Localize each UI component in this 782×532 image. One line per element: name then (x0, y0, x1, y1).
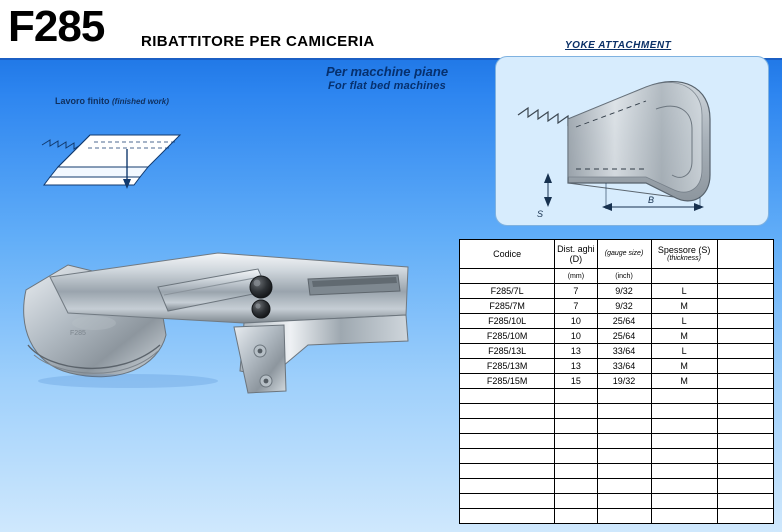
subheader-blank (460, 269, 555, 284)
cell-gauge-mm: 13 (555, 344, 597, 359)
finished-work-label-en: (finished work) (112, 97, 169, 106)
subheader-mm: (mm) (555, 269, 597, 284)
cell-thickness: L (651, 314, 717, 329)
cell-extra (717, 299, 773, 314)
finished-work-diagram (30, 105, 230, 200)
subheader-extra-blank (717, 269, 773, 284)
cell-empty (651, 449, 717, 464)
cell-empty (597, 419, 651, 434)
cell-gauge-mm: 7 (555, 284, 597, 299)
cell-empty (651, 464, 717, 479)
spec-table-body (460, 284, 774, 524)
cell-extra (717, 329, 773, 344)
table-row-empty (460, 389, 774, 404)
header-distance (555, 240, 597, 269)
cell-empty (460, 404, 555, 419)
header-thickness-main: Spessore (S) (657, 245, 711, 255)
cell-gauge-mm: 10 (555, 314, 597, 329)
table-row (460, 314, 774, 329)
header-distance-sub: (gauge size) (604, 250, 644, 257)
cell-extra (717, 359, 773, 374)
cell-extra (717, 374, 773, 389)
cell-empty (651, 494, 717, 509)
cell-empty (597, 434, 651, 449)
cell-thickness: M (651, 374, 717, 389)
header-extra (717, 240, 773, 269)
cell-empty (597, 494, 651, 509)
cell-code: F285/7M (460, 299, 555, 314)
cell-empty (717, 464, 773, 479)
yoke-attachment-title: YOKE ATTACHMENT (565, 40, 672, 51)
table-row-empty (460, 464, 774, 479)
cell-empty (717, 404, 773, 419)
cell-empty (555, 419, 597, 434)
cell-empty (597, 464, 651, 479)
cell-thickness: L (651, 284, 717, 299)
header-codice: Codice (460, 240, 555, 269)
cell-empty (717, 479, 773, 494)
cell-code: F285/13M (460, 359, 555, 374)
cell-empty (717, 389, 773, 404)
yoke-attachment-panel (495, 56, 769, 226)
cell-empty (597, 449, 651, 464)
subheader-thickness-blank (651, 269, 717, 284)
cell-empty (651, 389, 717, 404)
product-code-title: F285 (8, 2, 105, 51)
cell-extra (717, 314, 773, 329)
subheader-inch: (inch) (597, 269, 651, 284)
cell-thickness: M (651, 299, 717, 314)
product-photo-svg (8, 195, 438, 395)
table-row-empty (460, 434, 774, 449)
cell-empty (460, 479, 555, 494)
cell-code: F285/13L (460, 344, 555, 359)
spec-table-wrapper (459, 239, 774, 524)
cell-thickness: L (651, 344, 717, 359)
cell-code: F285/10M (460, 329, 555, 344)
table-row-empty (460, 509, 774, 524)
table-row-empty (460, 479, 774, 494)
cell-gauge-inch: 33/64 (597, 344, 651, 359)
cell-gauge-mm: 7 (555, 299, 597, 314)
cell-gauge-inch: 9/32 (597, 299, 651, 314)
cell-empty (717, 434, 773, 449)
cell-empty (460, 509, 555, 524)
cell-empty (460, 434, 555, 449)
table-row-empty (460, 419, 774, 434)
cell-code: F285/10L (460, 314, 555, 329)
table-row-empty (460, 494, 774, 509)
cell-empty (597, 479, 651, 494)
cell-gauge-inch: 25/64 (597, 329, 651, 344)
machine-type-note-en: For flat bed machines (328, 80, 446, 92)
cell-empty (555, 434, 597, 449)
cell-empty (651, 509, 717, 524)
cell-empty (651, 479, 717, 494)
header-distance-main: Dist. aghi (D) (557, 244, 595, 264)
cell-thickness: M (651, 359, 717, 374)
table-row-empty (460, 404, 774, 419)
cell-gauge-inch: 25/64 (597, 314, 651, 329)
cell-gauge-mm: 10 (555, 329, 597, 344)
cell-empty (717, 494, 773, 509)
cell-empty (555, 449, 597, 464)
machine-type-note (312, 64, 462, 94)
cell-empty (555, 509, 597, 524)
table-row (460, 374, 774, 389)
yoke-dim-s-label: S (537, 209, 544, 219)
table-row (460, 359, 774, 374)
svg-text:F285: F285 (70, 330, 86, 337)
cell-extra (717, 344, 773, 359)
cell-empty (460, 419, 555, 434)
cell-code: F285/7L (460, 284, 555, 299)
table-row (460, 299, 774, 314)
product-photo (8, 195, 438, 395)
header-thickness-sub: (thickness) (667, 255, 702, 262)
cell-empty (460, 389, 555, 404)
product-subtitle: RIBATTITORE PER CAMICERIA (141, 33, 375, 50)
yoke-dim-b-label: B (648, 195, 655, 205)
yoke-attachment-svg (496, 57, 768, 225)
cell-empty (651, 434, 717, 449)
header-distance-units (597, 240, 651, 269)
cell-empty (555, 479, 597, 494)
cell-empty (717, 419, 773, 434)
spec-table (459, 239, 774, 524)
cell-empty (597, 389, 651, 404)
table-row (460, 344, 774, 359)
finished-work-svg (30, 105, 230, 200)
cell-empty (597, 404, 651, 419)
cell-empty (717, 449, 773, 464)
cell-empty (460, 449, 555, 464)
cell-empty (651, 419, 717, 434)
table-row-empty (460, 449, 774, 464)
cell-thickness: M (651, 329, 717, 344)
cell-empty (460, 494, 555, 509)
spec-table-head (460, 240, 774, 284)
header-thickness (651, 240, 717, 269)
cell-empty (651, 404, 717, 419)
cell-empty (555, 389, 597, 404)
table-row (460, 284, 774, 299)
table-row (460, 329, 774, 344)
page-header (0, 0, 782, 60)
cell-extra (717, 284, 773, 299)
table-subheader-row (460, 269, 774, 284)
cell-empty (717, 509, 773, 524)
cell-empty (555, 404, 597, 419)
table-header-row (460, 240, 774, 269)
cell-gauge-mm: 15 (555, 374, 597, 389)
cell-gauge-inch: 9/32 (597, 284, 651, 299)
cell-empty (597, 509, 651, 524)
cell-gauge-mm: 13 (555, 359, 597, 374)
machine-type-note-it: Per macchine piane (325, 64, 449, 79)
cell-empty (460, 464, 555, 479)
cell-gauge-inch: 19/32 (597, 374, 651, 389)
finished-work-label-it: Lavoro finito (55, 96, 110, 106)
cell-gauge-inch: 33/64 (597, 359, 651, 374)
cell-code: F285/15M (460, 374, 555, 389)
cell-empty (555, 464, 597, 479)
cell-empty (555, 494, 597, 509)
